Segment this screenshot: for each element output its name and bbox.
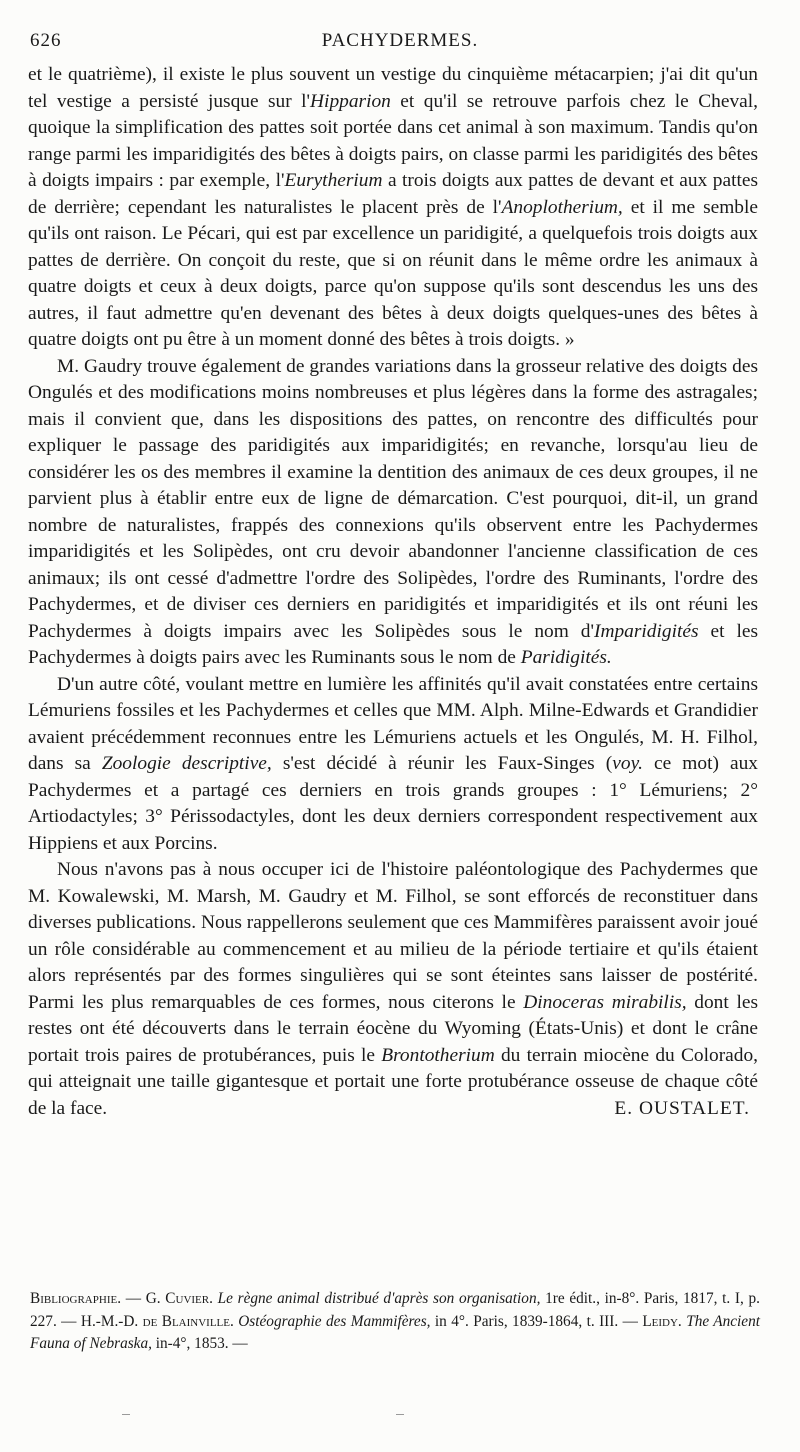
text-run: et le quatrième), il existe le plus souvent un vestige du cinquième métacarpien; j'ai dit qu'un tel vestige a persisté jusque sur l' [28,64,758,112]
running-head: PACHYDERMES. [321,30,479,51]
bibliography [30,1288,760,1356]
italic-term: Hipparion [310,90,391,112]
author-signature: E. OUSTALET. [614,1097,750,1119]
text-run: du terrain miocène du Colorado, qui atteignait une taille gigantesque et portait une forte protubérance osseuse de chaque côté de la face. [28,1044,758,1119]
paragraph [28,354,758,672]
text-run: et qu'il se retrouve parfois chez le Cheval, quoique la simplification des pattes soit portée dans cet animal à son maximum. Tandis qu'on range parmi les imparidigités des bêtes à doigts pairs, on classe parmi les paridigités des bêtes à doigts impairs : par exemple, l' [28,90,758,191]
text-run: D'un autre côté, voulant mettre en lumière les affinités qu'il avait constatées entre certains Lémuriens fossiles et les Pachydermes et celles que MM. Alph. Milne-Edwards et Grandidier avaient précédemment reconnues entre les Lémuriens actuels et les Ongulés, M. H. Filhol, dans sa [28,673,758,774]
author-name: Leidy. [642,1312,682,1330]
italic-term: Le règne animal distribué d'après son organisation, [217,1290,541,1307]
italic-term: The Ancient Fauna of Nebraska, [30,1312,760,1352]
paragraph [28,857,758,1122]
text-run: dont les restes ont été découverts dans le terrain éocène du Wyoming (États-Unis) et dont le crâne portait trois paires de protubérances, puis le [28,991,758,1066]
text-run: et il me semble qu'ils ont raison. Le Pécari, qui est par excellence un paridigité, a quelquefois trois doigts aux pattes de derrière. On conçoit du reste, que si on réunit dans le même ordre les animaux à quatre doigts et ceux à deux doigts, parce qu'on suppose qu'ils sont descendus les uns des autres, il faut admettre qu'en devenant des bêtes à deux doigts quelques-unes des bêtes à quatre doigts ont pu être à un moment donné des bêtes à trois doigts. » [28,196,758,350]
footer-mark [396,1414,404,1415]
text-run: s'est décidé à réunir les Faux-Singes ( [271,753,613,774]
text-run: Nous n'avons pas à nous occuper ici de l'histoire paléontologique des Pachydermes que M. Kowalewski, M. Marsh, M. Gaudry et M. Filhol, se sont efforcés de reconstituer dans diverses publications. Nous rappellerons seulement que ces Mammifères paraissent avoir joué un rôle considérable au commencement et au milieu de la période tertiaire et qu'ils étaient alors représentés par des formes singulières qui se sont éteintes sans laisser de postérité. Parmi les plus remarquables de ces formes, nous citerons le [28,859,758,1013]
footer-marks [0,1414,800,1426]
author-name: Bibliographie. [30,1290,122,1307]
italic-term: Ostéographie des Mammifères, [238,1312,431,1330]
text-run: in-4°, 1853. — [151,1335,248,1352]
paragraph [28,62,758,354]
text-run: M. Gaudry trouve également de grandes variations dans la grosseur relative des doigts des Ongulés et des modifications moins nombreuses et plus légères dans la forme des astragales; mais il convient que, dans les dispositions des pattes, on rencontre des difficultés pour expliquer le passage des paridigités aux imparidigités; en revanche, lorsqu'au lieu de considérer les os des membres il examine la dentition des animaux de ces deux groupes, il ne parvient plus à établir entre eux de ligne de démarcation. C'est pourquoi, dit-il, un grand nombre de naturalistes, frappés des connexions qu'ils observent entre les Pachydermes imparidigités et les Solipèdes, ont cru devoir abandonner l'ancienne classification de ces animaux; ils ont cessé d'admettre l'ordre des Solipèdes, l'ordre des Ruminants, l'ordre des Pachydermes, et de diviser ces derniers en paridigités et imparidigités et ils ont réuni les Pachydermes à doigts impairs avec les Solipèdes sous le nom d' [28,355,758,642]
italic-term: Eurytherium [284,170,383,191]
author-name: de Blainville. [142,1312,234,1330]
text-run: et les Pachydermes à doigts pairs avec les Ruminants sous le nom de [28,620,758,668]
footer-mark [122,1414,130,1415]
text-run: — G. [121,1290,166,1307]
italic-term: Zoologie descriptive, [101,753,272,774]
italic-term: voy. [612,753,643,774]
italic-term: Dinoceras mirabilis, [523,991,687,1013]
page-header [30,30,770,56]
page-number: 626 [30,30,62,51]
italic-term: Anoplotherium, [501,196,623,218]
italic-term: Paridigités. [520,647,612,668]
author-name: Cuvier. [165,1290,213,1307]
body-text [28,62,758,1122]
italic-term: Brontotherium [381,1044,495,1066]
text-run: ce mot) aux Pachydermes et a partagé ces derniers en trois grands groupes : 1° Lémuriens; 2° Artiodactyles; 3° Périssodactyles, dont les deux derniers correspondent respectivement aux Hippiens et aux Porcins. [28,753,758,854]
paragraph [28,672,758,858]
italic-term: Imparidigités [594,620,699,642]
text-run: in 4°. Paris, 1839-1864, t. III. — [430,1312,643,1330]
text-run: 1re édit., in-8°. Paris, 1817, t. I, p. 227. — H.-M.-D. [30,1290,760,1330]
text-run: a trois doigts aux pattes de devant et aux pattes de derrière; cependant les naturalistes le placent près de l' [28,170,758,218]
